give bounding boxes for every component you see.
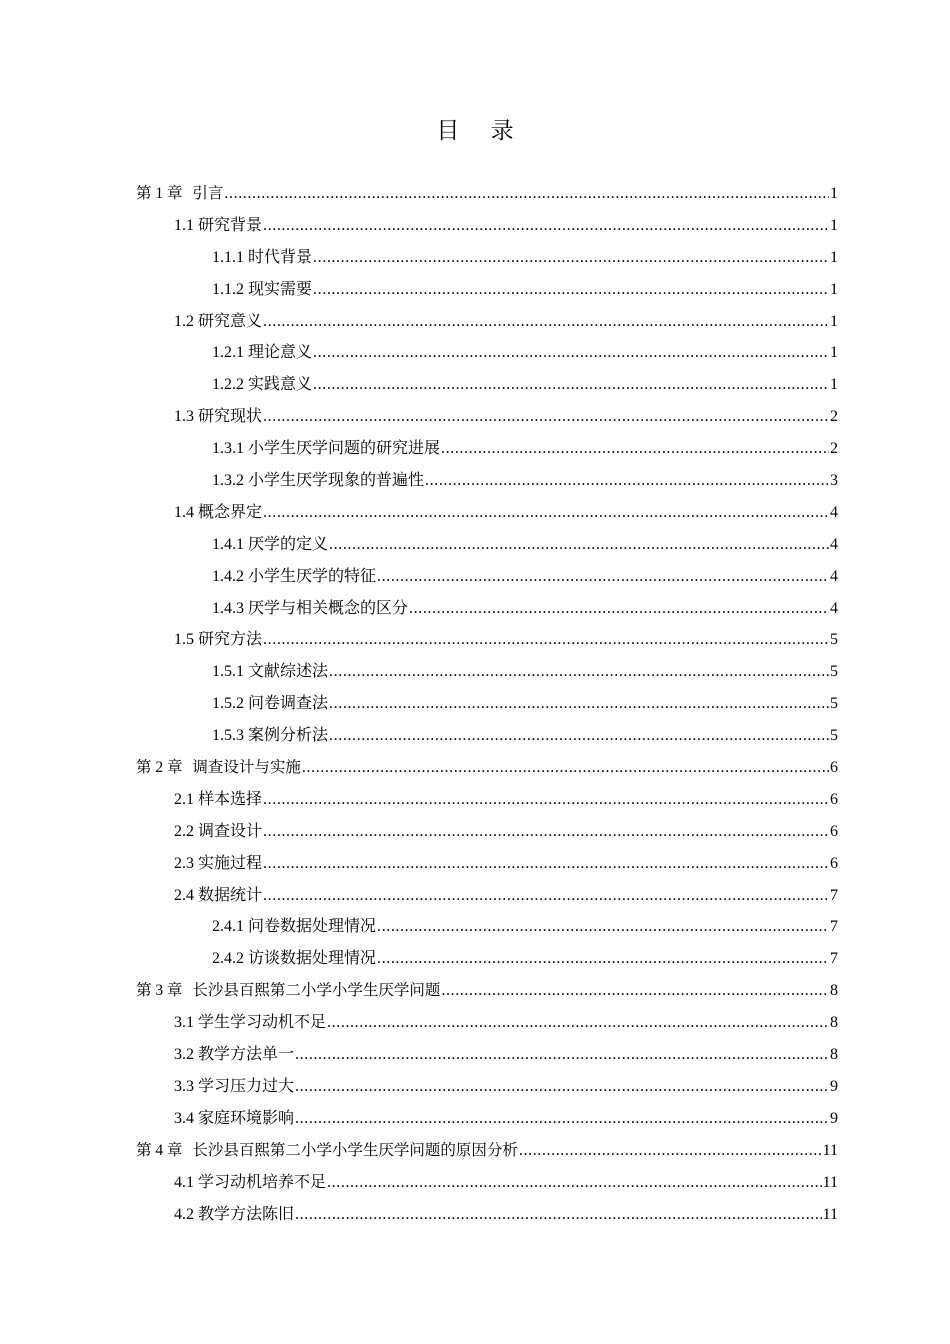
- toc-entry-page: 6: [830, 790, 838, 808]
- toc-entry-number: 1.2.1: [212, 344, 244, 362]
- toc-entry[interactable]: [136, 624, 838, 656]
- toc-entry[interactable]: [136, 975, 838, 1007]
- toc-entry-page: 5: [830, 631, 838, 649]
- toc-entry-text: [136, 178, 223, 210]
- toc-entry-number: 第 3 章: [136, 982, 183, 1000]
- toc-entry-number: 1.5: [174, 631, 194, 649]
- toc-dot-leader: [313, 242, 829, 274]
- toc-entry-page: 6: [830, 854, 838, 872]
- toc-dot-leader: [441, 975, 829, 1007]
- toc-entry-label: 实践意义: [248, 376, 313, 394]
- toc-entry[interactable]: [136, 529, 838, 561]
- toc-entry-label: 调查设计与实施: [192, 758, 301, 777]
- toc-entry-text: [174, 880, 262, 912]
- toc-entry-text: [212, 337, 312, 369]
- toc-entry-text: [212, 593, 408, 625]
- toc-entry-page: 5: [830, 695, 838, 713]
- toc-entry-label: 研究现状: [198, 408, 263, 426]
- toc-dot-leader: [263, 624, 829, 656]
- toc-entry-page: 2: [830, 440, 838, 458]
- toc-entry-label: 问卷调查法: [248, 695, 329, 713]
- toc-entry-number: 3.3: [174, 1077, 194, 1095]
- toc-entry-label: 问卷数据处理情况: [248, 918, 377, 936]
- toc-entry[interactable]: [136, 848, 838, 880]
- toc-entry-label: 研究背景: [198, 216, 263, 234]
- toc-entry-text: [174, 401, 262, 433]
- toc-entry-page: 7: [830, 886, 838, 904]
- toc-entry[interactable]: [136, 433, 838, 465]
- toc-entry[interactable]: [136, 656, 838, 688]
- toc-entry-label: 学生学习动机不足: [198, 1014, 327, 1032]
- toc-entry-text: [174, 1071, 294, 1103]
- toc-entry-number: 第 1 章: [136, 185, 183, 202]
- toc-entry-page: 5: [830, 663, 838, 681]
- toc-entry-page: 1: [830, 312, 838, 330]
- toc-entry-label: 样本选择: [198, 790, 263, 808]
- toc-dot-leader: [263, 848, 829, 880]
- toc-entry-spacer: [183, 758, 193, 776]
- toc-entry[interactable]: [136, 306, 838, 338]
- toc-dot-leader: [329, 529, 829, 561]
- toc-entry-number: 1.4: [174, 503, 194, 521]
- toc-entry-text: [174, 1039, 294, 1071]
- toc-entry-text: [212, 720, 328, 752]
- toc-entry-page: 8: [830, 1046, 838, 1064]
- toc-entry-text: [174, 210, 262, 242]
- toc-entry-number: 2.4.2: [212, 950, 244, 968]
- toc-entry-label: 研究意义: [198, 312, 263, 330]
- toc-entry-page: 1: [830, 216, 838, 234]
- toc-entry[interactable]: [136, 369, 838, 401]
- toc-entry-label: 研究方法: [198, 631, 263, 649]
- toc-entry-label: 现实需要: [248, 280, 313, 298]
- toc-entry-page: 2: [830, 408, 838, 426]
- toc-entry-page: 6: [830, 822, 838, 840]
- toc-entry-text: [212, 561, 376, 593]
- toc-entry-page: 1: [830, 280, 838, 298]
- toc-dot-leader: [327, 1007, 829, 1039]
- toc-entry-label: 教学方法单一: [198, 1046, 295, 1064]
- toc-entry-text: [174, 1199, 294, 1231]
- toc-entry-number: 1.5.1: [212, 663, 244, 681]
- toc-entry-number: 1.3.1: [212, 440, 244, 458]
- toc-entry-page: 9: [830, 1109, 838, 1127]
- toc-entry-number: 1.3.2: [212, 472, 244, 490]
- toc-dot-leader: [263, 306, 829, 338]
- toc-entry-label: 引言: [192, 184, 224, 202]
- toc-dot-leader: [263, 497, 829, 529]
- toc-entry[interactable]: [136, 943, 838, 975]
- toc-dot-leader: [313, 274, 829, 306]
- toc-entry-text: [174, 816, 262, 848]
- toc-entry[interactable]: [136, 688, 838, 720]
- toc-entry-text: [174, 1007, 326, 1039]
- toc-entry-number: 3.1: [174, 1014, 194, 1032]
- toc-entry-number: 2.4.1: [212, 918, 244, 936]
- table-of-contents: [136, 178, 838, 1230]
- toc-entry[interactable]: [136, 784, 838, 816]
- toc-dot-leader: [263, 401, 829, 433]
- toc-entry-text: [212, 433, 440, 465]
- toc-entry-text: [212, 656, 328, 688]
- toc-entry[interactable]: [136, 210, 838, 242]
- toc-dot-leader: [302, 752, 829, 784]
- toc-entry-page: 1: [830, 376, 838, 394]
- toc-entry-number: 1.5.3: [212, 727, 244, 745]
- toc-entry-number: 2.4: [174, 886, 194, 904]
- toc-entry[interactable]: [136, 720, 838, 752]
- toc-dot-leader: [313, 369, 829, 401]
- toc-entry-number: 3.4: [174, 1109, 194, 1127]
- toc-entry-label: 实施过程: [198, 854, 263, 872]
- toc-dot-leader: [295, 1103, 829, 1135]
- toc-entry[interactable]: [136, 1039, 838, 1071]
- toc-entry-number: 1.2.2: [212, 376, 244, 394]
- toc-entry-page: 5: [830, 727, 838, 745]
- toc-entry[interactable]: [136, 752, 838, 784]
- toc-dot-leader: [295, 1071, 829, 1103]
- toc-entry-number: 2.1: [174, 790, 194, 808]
- toc-entry-text: [174, 1103, 294, 1135]
- toc-entry-label: 小学生厌学现象的普遍性: [248, 472, 425, 490]
- toc-entry-text: [212, 911, 376, 943]
- toc-entry-label: 调查设计: [198, 822, 263, 840]
- toc-entry-text: [174, 848, 262, 880]
- toc-entry-page: 11: [822, 1173, 838, 1191]
- toc-dot-leader: [313, 337, 829, 369]
- toc-dot-leader: [295, 1199, 822, 1231]
- toc-entry[interactable]: [136, 497, 838, 529]
- toc-dot-leader: [425, 465, 829, 497]
- toc-entry[interactable]: [136, 242, 838, 274]
- toc-entry-text: [212, 943, 376, 975]
- toc-entry-page: 9: [830, 1077, 838, 1095]
- toc-entry-page: 1: [830, 185, 838, 202]
- toc-entry-page: 7: [830, 950, 838, 968]
- toc-entry[interactable]: [136, 178, 838, 210]
- toc-entry-number: 1.5.2: [212, 695, 244, 713]
- toc-entry-number: 3.2: [174, 1046, 194, 1064]
- toc-entry-page: 4: [830, 567, 838, 585]
- toc-entry-label: 厌学的定义: [248, 535, 329, 553]
- toc-dot-leader: [377, 943, 829, 975]
- toc-entry-page: 11: [822, 1205, 838, 1223]
- toc-entry-label: 厌学与相关概念的区分: [248, 599, 409, 617]
- toc-title: 目 录: [436, 118, 526, 144]
- toc-entry-text: [136, 752, 301, 784]
- toc-entry[interactable]: [136, 1199, 838, 1231]
- toc-dot-leader: [224, 178, 829, 210]
- toc-dot-leader: [329, 688, 829, 720]
- toc-entry-label: 文献综述法: [248, 663, 329, 681]
- toc-entry[interactable]: [136, 337, 838, 369]
- toc-entry-text: [174, 497, 262, 529]
- toc-entry[interactable]: [136, 1103, 838, 1135]
- toc-entry-text: [174, 624, 262, 656]
- toc-entry-number: 1.3: [174, 408, 194, 426]
- toc-entry-spacer: [183, 184, 193, 202]
- toc-entry-page: 1: [830, 344, 838, 362]
- toc-entry-label: 案例分析法: [248, 727, 329, 745]
- toc-entry-number: 1.4.1: [212, 535, 244, 553]
- toc-dot-leader: [329, 720, 829, 752]
- toc-entry-text: [174, 1167, 326, 1199]
- toc-entry-label: 访谈数据处理情况: [248, 950, 377, 968]
- toc-dot-leader: [329, 656, 829, 688]
- toc-dot-leader: [263, 210, 829, 242]
- toc-entry[interactable]: [136, 465, 838, 497]
- toc-entry[interactable]: [136, 561, 838, 593]
- toc-dot-leader: [409, 593, 829, 625]
- toc-entry-text: [174, 784, 262, 816]
- toc-entry-label: 理论意义: [248, 344, 313, 362]
- toc-entry-text: [136, 1135, 518, 1167]
- toc-entry-text: [174, 306, 262, 338]
- toc-dot-leader: [441, 433, 829, 465]
- toc-dot-leader: [263, 880, 829, 912]
- toc-entry-text: [212, 688, 328, 720]
- toc-entry-number: 1.1.1: [212, 248, 244, 266]
- toc-entry-page: 1: [830, 248, 838, 266]
- toc-entry-label: 小学生厌学问题的研究进展: [248, 440, 441, 458]
- toc-entry-label: 学习压力过大: [198, 1077, 295, 1095]
- toc-entry[interactable]: [136, 1007, 838, 1039]
- toc-entry-text: [212, 274, 312, 306]
- toc-dot-leader: [327, 1167, 822, 1199]
- toc-entry-number: 4.1: [174, 1173, 194, 1191]
- toc-dot-leader: [377, 561, 829, 593]
- toc-entry-label: 长沙县百熙第二小学小学生厌学问题的原因分析: [192, 1140, 518, 1159]
- toc-entry-label: 概念界定: [198, 503, 263, 521]
- toc-entry-number: 第 4 章: [136, 1141, 183, 1159]
- toc-entry-spacer: [183, 1141, 193, 1159]
- toc-entry-label: 数据统计: [198, 886, 263, 904]
- toc-entry-text: [212, 369, 312, 401]
- toc-entry-page: 4: [830, 535, 838, 553]
- toc-entry-page: 4: [830, 503, 838, 521]
- toc-entry-label: 小学生厌学的特征: [248, 567, 377, 585]
- toc-entry-label: 长沙县百熙第二小学小学生厌学问题: [192, 981, 441, 1000]
- toc-entry-page: 8: [830, 982, 838, 1000]
- toc-entry-page: 8: [830, 1014, 838, 1032]
- toc-entry[interactable]: [136, 880, 838, 912]
- toc-entry-spacer: [183, 981, 193, 999]
- toc-entry-label: 时代背景: [248, 248, 313, 266]
- toc-entry-text: [212, 242, 312, 274]
- toc-entry-number: 1.1: [174, 216, 194, 234]
- toc-entry-label: 教学方法陈旧: [198, 1205, 295, 1223]
- toc-entry-number: 1.4.2: [212, 567, 244, 585]
- toc-entry[interactable]: [136, 911, 838, 943]
- toc-entry[interactable]: [136, 274, 838, 306]
- toc-entry-number: 2.2: [174, 822, 194, 840]
- toc-entry[interactable]: [136, 816, 838, 848]
- toc-entry-label: 家庭环境影响: [198, 1109, 295, 1127]
- toc-entry-number: 第 2 章: [136, 759, 183, 777]
- toc-entry[interactable]: [136, 1071, 838, 1103]
- toc-dot-leader: [519, 1135, 822, 1167]
- toc-entry[interactable]: [136, 1167, 838, 1199]
- toc-entry-page: 6: [830, 759, 838, 777]
- toc-entry-number: 1.2: [174, 312, 194, 330]
- toc-entry[interactable]: [136, 401, 838, 433]
- toc-dot-leader: [263, 816, 829, 848]
- toc-entry-page: 3: [830, 472, 838, 490]
- toc-entry-label: 学习动机培养不足: [198, 1173, 327, 1191]
- toc-dot-leader: [263, 784, 829, 816]
- toc-dot-leader: [377, 911, 829, 943]
- toc-entry[interactable]: [136, 593, 838, 625]
- toc-entry-number: 2.3: [174, 854, 194, 872]
- toc-entry-number: 4.2: [174, 1205, 194, 1223]
- toc-entry-text: [136, 975, 440, 1007]
- toc-entry-text: [212, 465, 424, 497]
- toc-dot-leader: [295, 1039, 829, 1071]
- toc-entry-page: 4: [830, 599, 838, 617]
- toc-entry[interactable]: [136, 1135, 838, 1167]
- toc-entry-number: 1.1.2: [212, 280, 244, 298]
- toc-entry-page: 7: [830, 918, 838, 936]
- toc-entry-text: [212, 529, 328, 561]
- toc-entry-number: 1.4.3: [212, 599, 244, 617]
- toc-entry-page: 11: [822, 1141, 838, 1159]
